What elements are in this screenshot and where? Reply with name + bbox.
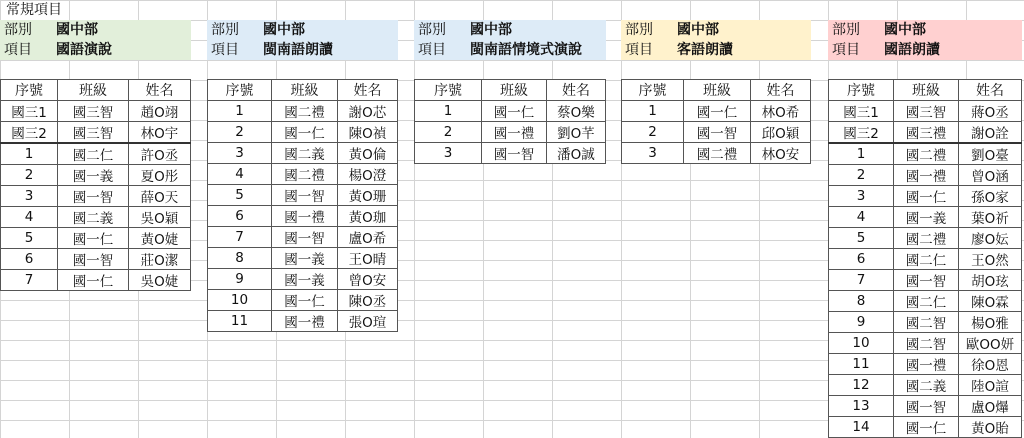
table-row (415, 143, 606, 164)
cell-name: 廖O妘 (959, 228, 1022, 249)
item-label: 項目 (211, 42, 239, 58)
table-header-row (415, 80, 606, 101)
cell-no: 國三1 (1, 101, 58, 122)
cell-class: 國一智 (894, 270, 959, 291)
cell-class: 國一禮 (894, 354, 959, 375)
table-row (829, 396, 1022, 417)
dept-value: 國中部 (56, 22, 98, 38)
cell-name: 黃O珊 (338, 185, 398, 206)
cell-class: 國二仁 (894, 249, 959, 270)
cell-name: 夏O彤 (129, 165, 191, 186)
cell-name: 陳O禎 (338, 122, 398, 143)
cell-name: 黃O貽 (959, 417, 1022, 438)
cell-no: 6 (1, 249, 58, 270)
table-header-row (622, 80, 811, 101)
cell-no: 7 (829, 270, 894, 291)
item-row (414, 40, 606, 60)
cell-name: 盧O爗 (959, 396, 1022, 417)
dept-row (207, 20, 398, 40)
col-name: 姓名 (338, 80, 398, 101)
cell-name: 胡O玹 (959, 270, 1022, 291)
dept-row (0, 20, 191, 40)
cell-name: 黃O珈 (338, 206, 398, 227)
cell-no: 6 (829, 249, 894, 270)
cell-no: 12 (829, 375, 894, 396)
roster-table (621, 79, 811, 164)
cell-no: 5 (208, 185, 272, 206)
item-row (621, 40, 811, 60)
table-row (1, 207, 191, 228)
cell-class: 國二禮 (684, 143, 751, 164)
table-row (415, 101, 606, 122)
cell-class: 國一智 (894, 396, 959, 417)
dept-row (828, 20, 1022, 40)
col-class: 班級 (482, 80, 547, 101)
cell-name: 蔡O樂 (547, 101, 606, 122)
table-row (1, 165, 191, 186)
table-row (1, 143, 191, 165)
cell-class: 國二禮 (272, 101, 338, 122)
table-row (829, 291, 1022, 312)
cell-no: 國三1 (829, 101, 894, 122)
dept-label: 部別 (211, 22, 239, 38)
dept-value: 國中部 (677, 22, 719, 38)
section-minnan-reading (207, 20, 398, 331)
table-row (829, 312, 1022, 333)
item-row (828, 40, 1022, 60)
col-class: 班級 (272, 80, 338, 101)
cell-class: 國一仁 (272, 290, 338, 311)
cell-no: 國三2 (829, 122, 894, 144)
cell-name: 許O丞 (129, 143, 191, 165)
cell-name: 盧O希 (338, 227, 398, 248)
table-row (208, 269, 398, 290)
item-row (207, 40, 398, 60)
section-hakka-reading (621, 20, 811, 163)
col-name: 姓名 (129, 80, 191, 101)
cell-name: 吳O穎 (129, 207, 191, 228)
table-row (208, 206, 398, 227)
table-row (829, 165, 1022, 186)
cell-no: 2 (829, 165, 894, 186)
table-row (829, 143, 1022, 165)
col-no: 序號 (1, 80, 58, 101)
cell-no: 13 (829, 396, 894, 417)
cell-name: 徐O恩 (959, 354, 1022, 375)
table-row (208, 311, 398, 332)
dept-label: 部別 (832, 22, 860, 38)
section-mandarin-reading (828, 20, 1022, 437)
dept-label: 部別 (625, 22, 653, 38)
cell-class: 國二智 (894, 312, 959, 333)
col-no: 序號 (829, 80, 894, 101)
table-row (829, 186, 1022, 207)
cell-name: 楊O雅 (959, 312, 1022, 333)
cell-name: 曾O涵 (959, 165, 1022, 186)
table-row (622, 143, 811, 164)
table-row (208, 143, 398, 164)
cell-no: 1 (208, 101, 272, 122)
cell-class: 國二禮 (894, 228, 959, 249)
cell-class: 國二義 (58, 207, 129, 228)
table-row (1, 101, 191, 122)
table-row (1, 122, 191, 144)
table-row (1, 228, 191, 249)
cell-class: 國一義 (272, 269, 338, 290)
cell-name: 林O安 (751, 143, 811, 164)
section-header (414, 20, 606, 60)
cell-class: 國一仁 (894, 186, 959, 207)
col-class: 班級 (684, 80, 751, 101)
cell-name: 莊O潔 (129, 249, 191, 270)
section-minnan-situational-speech (414, 20, 606, 163)
cell-class: 國一仁 (894, 417, 959, 438)
table-row (1, 249, 191, 270)
cell-name: 劉O臺 (959, 143, 1022, 165)
cell-class: 國一智 (272, 185, 338, 206)
col-class: 班級 (894, 80, 959, 101)
item-value: 客語朗讀 (677, 42, 733, 58)
item-value: 閩南語情境式演說 (470, 42, 582, 58)
table-row (829, 101, 1022, 122)
cell-class: 國一智 (272, 227, 338, 248)
table-row (208, 164, 398, 185)
cell-class: 國一仁 (58, 270, 129, 291)
cell-name: 潘O誠 (547, 143, 606, 164)
cell-no: 3 (208, 143, 272, 164)
cell-no: 4 (208, 164, 272, 185)
table-row (208, 122, 398, 143)
cell-no: 2 (415, 122, 482, 143)
cell-no: 9 (829, 312, 894, 333)
item-row (0, 40, 191, 60)
cell-name: 趙O翊 (129, 101, 191, 122)
sheet-title: 常規項目 (6, 2, 62, 18)
item-label: 項目 (625, 42, 653, 58)
cell-name: 劉O芊 (547, 122, 606, 143)
table-header-row (208, 80, 398, 101)
table-row (829, 228, 1022, 249)
table-header-row (829, 80, 1022, 101)
cell-name: 黃O倫 (338, 143, 398, 164)
section-header (828, 20, 1022, 60)
cell-no: 1 (1, 143, 58, 165)
cell-name: 吳O婕 (129, 270, 191, 291)
cell-name: 歐OO妍 (959, 333, 1022, 354)
cell-name: 張O瑄 (338, 311, 398, 332)
cell-class: 國二仁 (894, 291, 959, 312)
cell-no: 5 (1, 228, 58, 249)
cell-name: 薛O天 (129, 186, 191, 207)
cell-class: 國二禮 (272, 164, 338, 185)
table-row (829, 354, 1022, 375)
item-value: 閩南語朗讀 (263, 42, 333, 58)
table-row (208, 185, 398, 206)
table-row (829, 375, 1022, 396)
cell-class: 國一仁 (272, 122, 338, 143)
table-row (829, 333, 1022, 354)
cell-class: 國一智 (58, 249, 129, 270)
cell-class: 國一智 (482, 143, 547, 164)
cell-class: 國二智 (894, 333, 959, 354)
cell-no: 11 (208, 311, 272, 332)
item-label: 項目 (418, 42, 446, 58)
table-row (208, 248, 398, 269)
cell-name: 邱O穎 (751, 122, 811, 143)
dept-label: 部別 (4, 22, 32, 38)
cell-no: 7 (208, 227, 272, 248)
cell-name: 曾O安 (338, 269, 398, 290)
dept-row (414, 20, 606, 40)
cell-name: 葉O祈 (959, 207, 1022, 228)
col-no: 序號 (415, 80, 482, 101)
cell-no: 4 (829, 207, 894, 228)
cell-no: 4 (1, 207, 58, 228)
cell-no: 3 (1, 186, 58, 207)
cell-name: 林O希 (751, 101, 811, 122)
cell-name: 孫O家 (959, 186, 1022, 207)
roster-table (0, 79, 191, 291)
cell-no: 3 (622, 143, 684, 164)
cell-no: 10 (829, 333, 894, 354)
table-row (415, 122, 606, 143)
cell-class: 國三智 (58, 122, 129, 144)
cell-no: 1 (622, 101, 684, 122)
cell-name: 謝O詮 (959, 122, 1022, 144)
cell-class: 國一禮 (272, 206, 338, 227)
table-row (208, 101, 398, 122)
col-name: 姓名 (751, 80, 811, 101)
cell-no: 2 (208, 122, 272, 143)
col-no: 序號 (622, 80, 684, 101)
roster-table (414, 79, 606, 164)
cell-no: 5 (829, 228, 894, 249)
cell-class: 國一禮 (272, 311, 338, 332)
cell-no: 3 (829, 186, 894, 207)
cell-name: 林O宇 (129, 122, 191, 144)
cell-no: 2 (622, 122, 684, 143)
dept-label: 部別 (418, 22, 446, 38)
table-row (829, 122, 1022, 144)
cell-no: 14 (829, 417, 894, 438)
cell-no: 8 (208, 248, 272, 269)
cell-class: 國一義 (272, 248, 338, 269)
cell-name: 陳O霖 (959, 291, 1022, 312)
cell-class: 國一禮 (482, 122, 547, 143)
col-no: 序號 (208, 80, 272, 101)
cell-name: 楊O澄 (338, 164, 398, 185)
item-label: 項目 (4, 42, 32, 58)
cell-class: 國一仁 (482, 101, 547, 122)
item-value: 國語演說 (56, 42, 112, 58)
table-row (208, 227, 398, 248)
cell-no: 6 (208, 206, 272, 227)
table-row (208, 290, 398, 311)
cell-name: 陳O丞 (338, 290, 398, 311)
cell-name: 陸O諠 (959, 375, 1022, 396)
cell-no: 國三2 (1, 122, 58, 144)
section-header (621, 20, 811, 60)
cell-class: 國二禮 (894, 143, 959, 165)
cell-no: 1 (829, 143, 894, 165)
cell-class: 國三智 (894, 101, 959, 122)
table-row (829, 417, 1022, 438)
dept-row (621, 20, 811, 40)
roster-table (828, 79, 1022, 438)
cell-no: 2 (1, 165, 58, 186)
section-mandarin-speech (0, 20, 191, 290)
cell-no: 3 (415, 143, 482, 164)
cell-name: 黃O婕 (129, 228, 191, 249)
cell-no: 9 (208, 269, 272, 290)
dept-value: 國中部 (263, 22, 305, 38)
cell-class: 國一智 (58, 186, 129, 207)
table-row (829, 270, 1022, 291)
table-row (829, 249, 1022, 270)
section-header (207, 20, 398, 60)
cell-class: 國二義 (894, 375, 959, 396)
cell-class: 國二義 (272, 143, 338, 164)
cell-class: 國一仁 (58, 228, 129, 249)
dept-value: 國中部 (884, 22, 926, 38)
cell-class: 國三禮 (894, 122, 959, 144)
cell-name: 蔣O丞 (959, 101, 1022, 122)
cell-no: 11 (829, 354, 894, 375)
dept-value: 國中部 (470, 22, 512, 38)
cell-name: 王O晴 (338, 248, 398, 269)
cell-class: 國三智 (58, 101, 129, 122)
roster-table (207, 79, 398, 332)
item-value: 國語朗讀 (884, 42, 940, 58)
item-label: 項目 (832, 42, 860, 58)
table-header-row (1, 80, 191, 101)
col-class: 班級 (58, 80, 129, 101)
cell-no: 10 (208, 290, 272, 311)
cell-no: 8 (829, 291, 894, 312)
col-name: 姓名 (547, 80, 606, 101)
cell-name: 謝O芯 (338, 101, 398, 122)
cell-name: 王O然 (959, 249, 1022, 270)
cell-class: 國二仁 (58, 143, 129, 165)
cell-class: 國一仁 (684, 101, 751, 122)
col-name: 姓名 (959, 80, 1022, 101)
cell-no: 7 (1, 270, 58, 291)
cell-class: 國一義 (58, 165, 129, 186)
cell-class: 國一智 (684, 122, 751, 143)
table-row (622, 122, 811, 143)
table-row (1, 270, 191, 291)
cell-class: 國一禮 (894, 165, 959, 186)
cell-class: 國一義 (894, 207, 959, 228)
section-header (0, 20, 191, 60)
table-row (622, 101, 811, 122)
cell-no: 1 (415, 101, 482, 122)
table-row (1, 186, 191, 207)
table-row (829, 207, 1022, 228)
